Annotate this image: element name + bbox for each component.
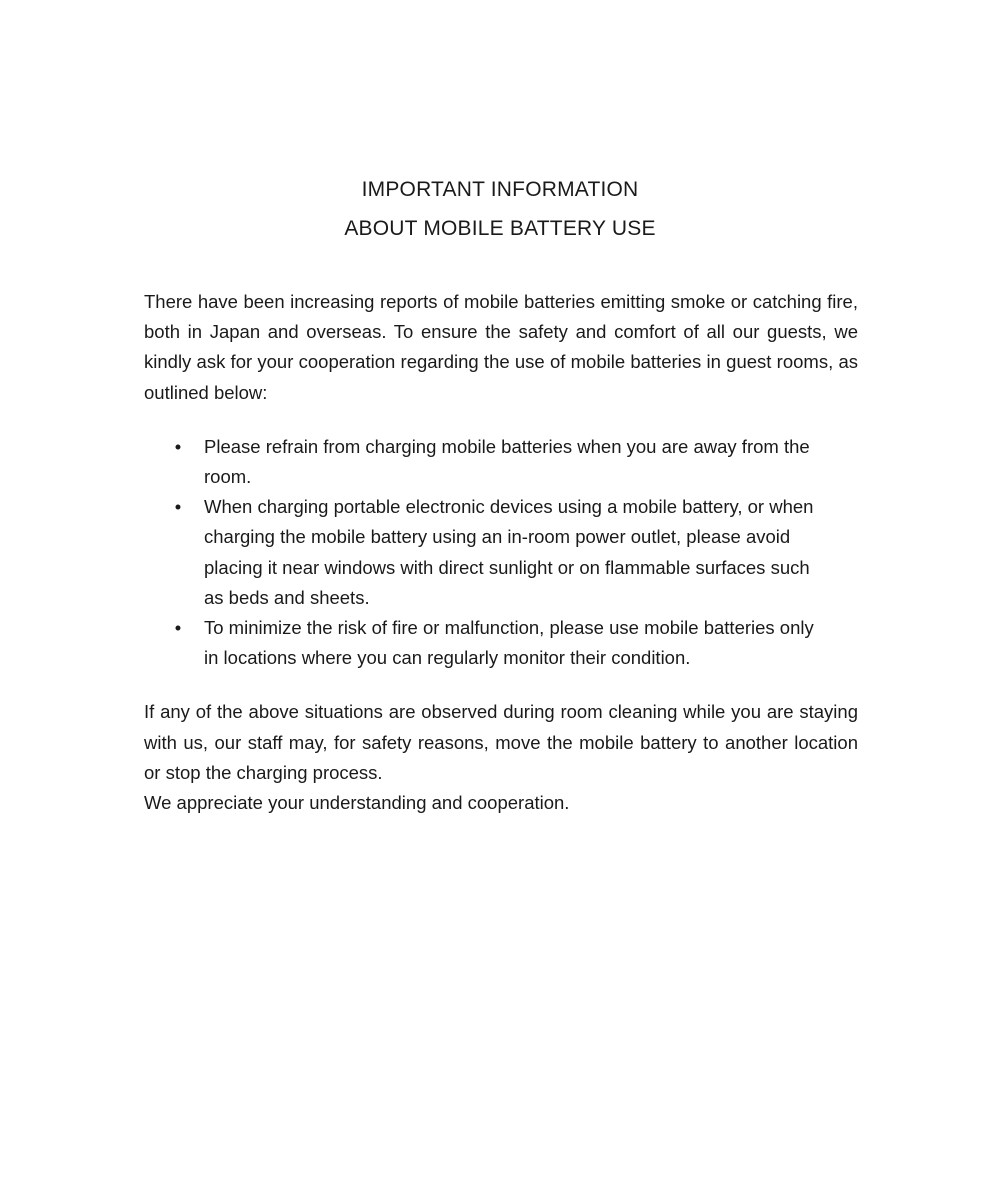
- list-item: [144, 492, 858, 613]
- title-line-2: ABOUT MOBILE BATTERY USE: [344, 217, 656, 240]
- list-item: [144, 432, 858, 492]
- bullet-icon: •: [174, 617, 182, 639]
- intro-paragraph: There have been increasing reports of mobile batteries emitting smoke or catching fire, both in Japan and overseas. To ensure the safety and comfort of all our guests, we kindly ask for your cooperation regarding the use of mobile batteries in guest rooms, as outlined below:: [144, 291, 858, 403]
- list-item-text: Please refrain from charging mobile batteries when you are away from the room.: [204, 435, 810, 488]
- list-item-text: When charging portable electronic devices using a mobile battery, or when charging the mobile battery using an in-room power outlet, please avoid placing it near windows with direct sunlight or on flammable surfaces such as beds and sheets.: [204, 496, 814, 608]
- guideline-list: [144, 432, 858, 674]
- document-title: [0, 170, 1000, 248]
- title-line-1: IMPORTANT INFORMATION: [361, 178, 639, 201]
- outro-paragraph: If any of the above situations are observed during room cleaning while you are staying with us, our staff may, for safety reasons, move the mobile battery to another location or stop the charging process.: [144, 701, 858, 783]
- bullet-icon: •: [174, 496, 182, 518]
- list-item-text: To minimize the risk of fire or malfunction, please use mobile batteries only in locations where you can regularly monitor their condition.: [204, 617, 814, 669]
- closing-line: We appreciate your understanding and cooperation.: [144, 792, 570, 814]
- document-body: [144, 287, 858, 818]
- list-item: [144, 613, 858, 673]
- bullet-icon: •: [174, 435, 182, 457]
